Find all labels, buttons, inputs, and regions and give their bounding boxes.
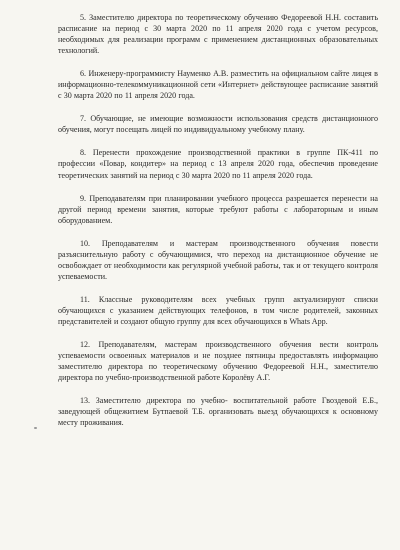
paragraph-7: 7. Обучающие, не имеющие возможности использования средств дистанционного обучения, могут посещать лицей по индивидуальному учебному плану. bbox=[58, 114, 378, 135]
scan-speck bbox=[34, 427, 37, 429]
paragraph-8: 8. Перенести прохождение производственной практики в группе ПК-411 по профессии «Повар, кондитер» на период с 13 апреля 2020 года, обеспечив проведение теоретических занятий на период с 30 марта 2020 по 11 апреля 2020 года. bbox=[58, 148, 378, 180]
paragraph-13: 13. Заместителю директора по учебно- воспитательной работе Гвоздевой Е.Б., заведующей общежитием Бутпаевой Т.Б. организовать выезд обучающихся к основному месту проживания. bbox=[58, 396, 378, 428]
paragraph-12: 12. Преподавателям, мастерам производственного обучения вести контроль успеваемости освоенных материалов и не позднее пятницы предоставлять информацию заместителю директора по теоретическому обучению Федореевой Н.Н., заместителю директора по учебно-производственной работе Королёву А.Г. bbox=[58, 340, 378, 383]
paragraph-11: 11. Классные руководителям всех учебных групп актуализируют списки обучающихся с указанием действующих телефонов, в том числе родителей, законных представителей и создают общую группу для всех обучающихся в Whats App. bbox=[58, 294, 378, 326]
paragraph-5: 5. Заместителю директора по теоретическому обучению Федореевой Н.Н. составить расписание на период с 30 марта 2020 по 11 апреля 2020 года с учетом ресурсов, необходимых для реализации программ с применением дистанционных образовательных технологий. bbox=[58, 13, 378, 56]
document-body bbox=[58, 12, 378, 428]
paragraph-10: 10. Преподавателям и мастерам производственного обучения повести разъяснительную работу с обучающимися, что переход на дистанционное обучение не освобождает от необходимости как регулярной учебной работы, так и от текущего контроля успеваемости. bbox=[58, 238, 378, 281]
paragraph-9: 9. Преподавателям при планировании учебного процесса разрешается перенести на другой период времени занятия, которые требуют работы с лабораторным и иным оборудованием. bbox=[58, 193, 378, 225]
paragraph-6: 6. Инженеру-программисту Науменко А.В. разместить на официальном сайте лицея в информационно-телекоммуникационной сети «Интернет» действующее расписание занятий с 30 марта 2020 по 11 апреля 2020 года. bbox=[58, 69, 378, 101]
